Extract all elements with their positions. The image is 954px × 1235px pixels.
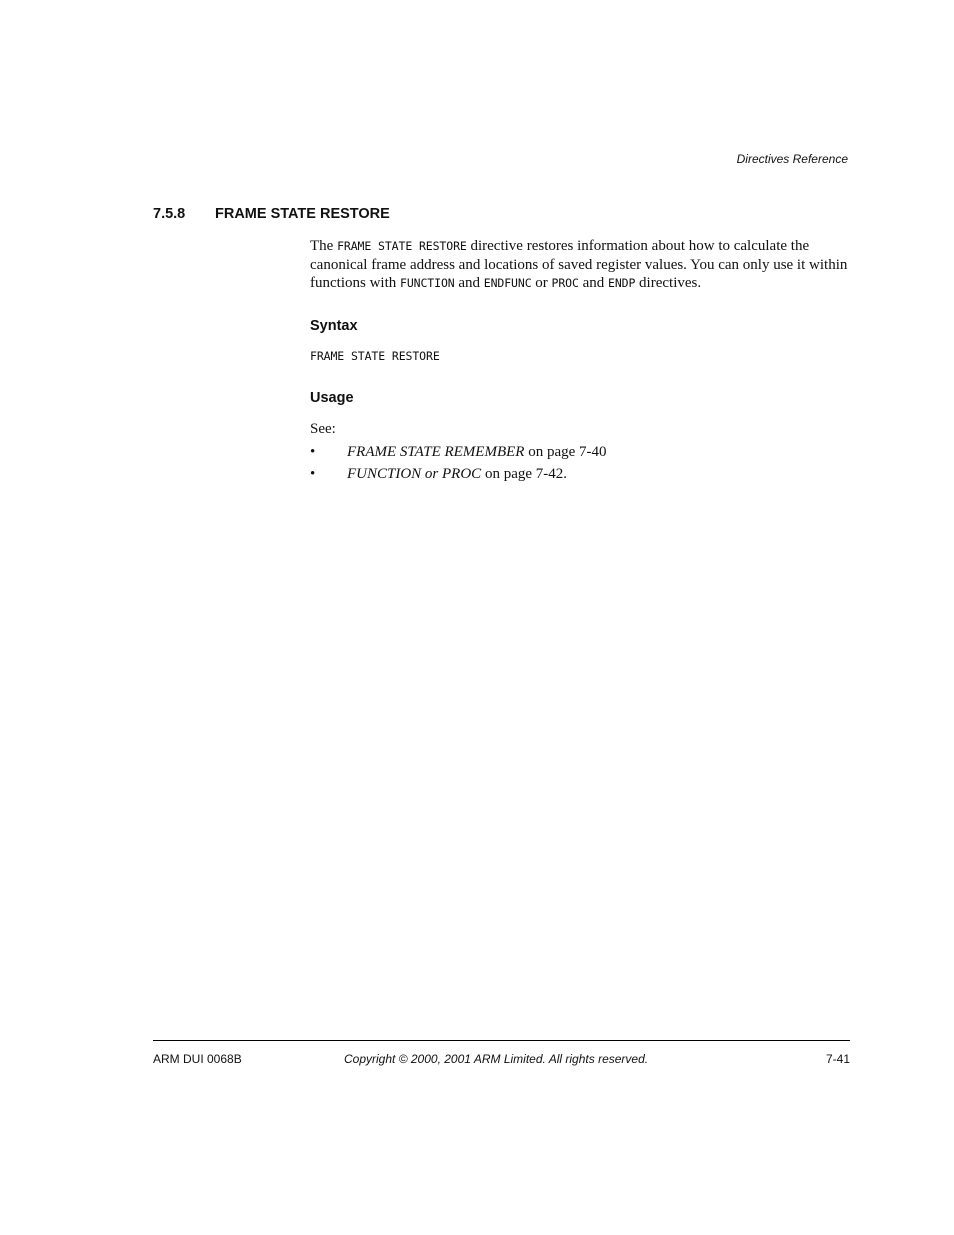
footer-divider	[153, 1040, 850, 1041]
reference-page: on page 7-42.	[481, 466, 567, 482]
intro-text-2: directive restores information about how to calculate the canonical frame address and locations of saved register values. You can only use it within functions with	[310, 238, 848, 292]
footer-page-number: 7-41	[825, 1052, 850, 1066]
bullet: •	[310, 466, 316, 482]
reference-page: on page 7-40	[524, 444, 607, 460]
section-heading	[153, 206, 390, 222]
footer-doc-id: ARM DUI 0068B	[153, 1052, 242, 1066]
endp-code: ENDP	[608, 276, 636, 291]
section-title: FRAME STATE RESTORE	[215, 206, 390, 222]
reference-link-function-or-proc[interactable]: FUNCTION or PROC	[347, 466, 482, 482]
list-item	[310, 465, 607, 487]
usage-heading: Usage	[310, 390, 354, 406]
usage-see-label: See:	[310, 421, 336, 437]
function-code: FUNCTION	[400, 276, 455, 291]
running-header: Directives Reference	[736, 152, 848, 166]
footer-copyright: Copyright © 2000, 2001 ARM Limited. All rights reserved.	[344, 1052, 649, 1066]
section-number: 7.5.8	[153, 206, 186, 222]
intro-paragraph	[310, 237, 850, 293]
intro-text-3: and	[454, 275, 484, 292]
endfunc-code: ENDFUNC	[483, 276, 532, 291]
syntax-code-block: FRAME STATE RESTORE	[310, 349, 440, 363]
proc-code: PROC	[551, 276, 579, 291]
intro-text-5: and	[578, 275, 608, 292]
bullet: •	[310, 444, 316, 460]
intro-text-4: or	[531, 275, 552, 292]
intro-text-1: The	[310, 238, 338, 254]
reference-link-frame-state-remember[interactable]: FRAME STATE REMEMBER	[347, 444, 525, 460]
reference-list	[310, 443, 607, 487]
list-item	[310, 443, 607, 465]
syntax-heading: Syntax	[310, 318, 358, 334]
intro-text-6: directives.	[635, 275, 702, 292]
directive-code: FRAME STATE RESTORE	[337, 239, 467, 253]
